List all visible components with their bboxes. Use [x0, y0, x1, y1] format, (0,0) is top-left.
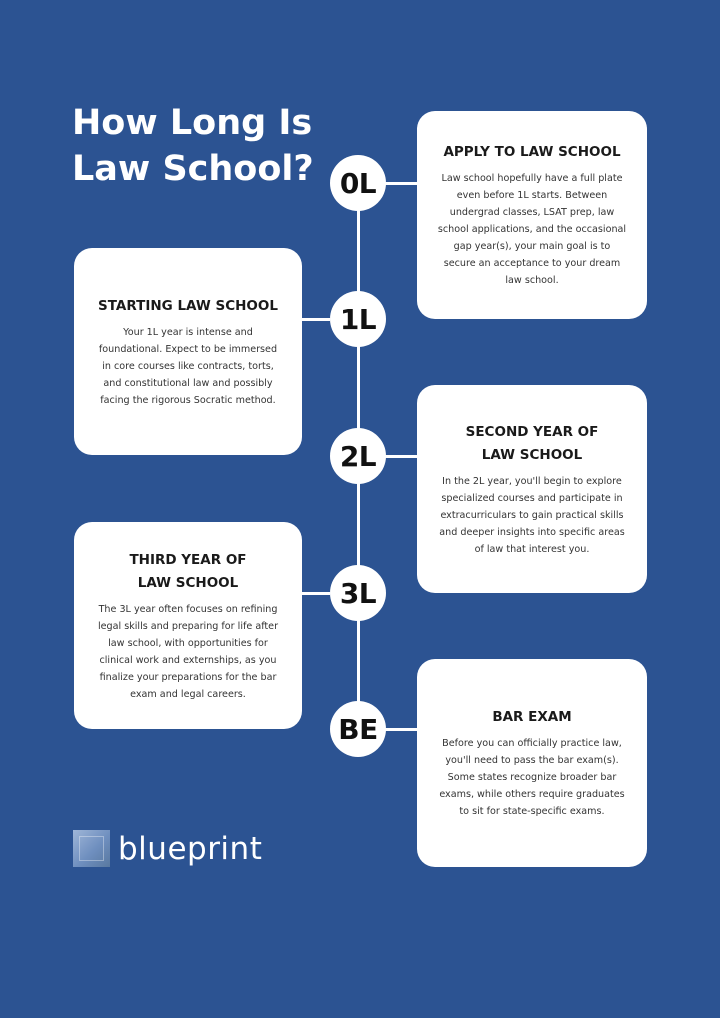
- stage-card-0l: [417, 111, 647, 319]
- stage-description: The 3L year often focuses on refining legal skills and preparing for life after law school, with opportunities for clinical work and externships, as you finalize your preparations for the bar exam and legal careers.: [97, 603, 279, 700]
- stage-badge-2l: 2L: [330, 428, 386, 484]
- stage-badge-be: BE: [330, 701, 386, 757]
- stage-title: THIRD YEAR OF LAW SCHOOL: [129, 551, 247, 591]
- connector-be: [385, 728, 417, 731]
- stage-description: In the 2L year, you'll begin to explore specialized courses and participate in extracurriculars to gain practical skills and deeper insights into specific areas of law that interest you.: [439, 475, 625, 555]
- connector-0l: [385, 182, 417, 185]
- stage-badge-3l: 3L: [330, 565, 386, 621]
- stage-title: SECOND YEAR OF LAW SCHOOL: [465, 423, 599, 463]
- stage-card-be: [417, 659, 647, 867]
- stage-badge-1l: 1L: [330, 291, 386, 347]
- stage-title: BAR EXAM: [492, 709, 572, 725]
- brand-name: blueprint: [118, 830, 263, 867]
- stage-title: APPLY TO LAW SCHOOL: [443, 144, 621, 160]
- stage-card-3l: [74, 522, 302, 729]
- stage-description: Before you can officially practice law, you'll need to pass the bar exam(s). Some states recognize broader bar exams, while others require graduates to sit for state-specific exams.: [439, 738, 625, 817]
- stage-title: STARTING LAW SCHOOL: [98, 297, 278, 314]
- brand-logo: [73, 830, 262, 867]
- connector-1l: [300, 318, 330, 321]
- page-title: How Long Is Law School?: [72, 103, 314, 189]
- connector-2l: [385, 455, 417, 458]
- connector-3l: [300, 592, 330, 595]
- stage-badge-0l: 0L: [330, 155, 386, 211]
- blueprint-logo-icon: [73, 830, 110, 867]
- stage-description: Law school hopefully have a full plate even before 1L starts. Between undergrad classes, LSAT prep, law school applications, and the occasional gap year(s), your main goal is to secure an acceptance to your dream law school.: [437, 173, 627, 286]
- stage-card-2l: [417, 385, 647, 593]
- stage-description: Your 1L year is intense and foundational. Expect to be immersed in core courses like contracts, torts, and constitutional law and possibly facing the rigorous Socratic method.: [98, 326, 278, 406]
- stage-card-1l: [74, 248, 302, 455]
